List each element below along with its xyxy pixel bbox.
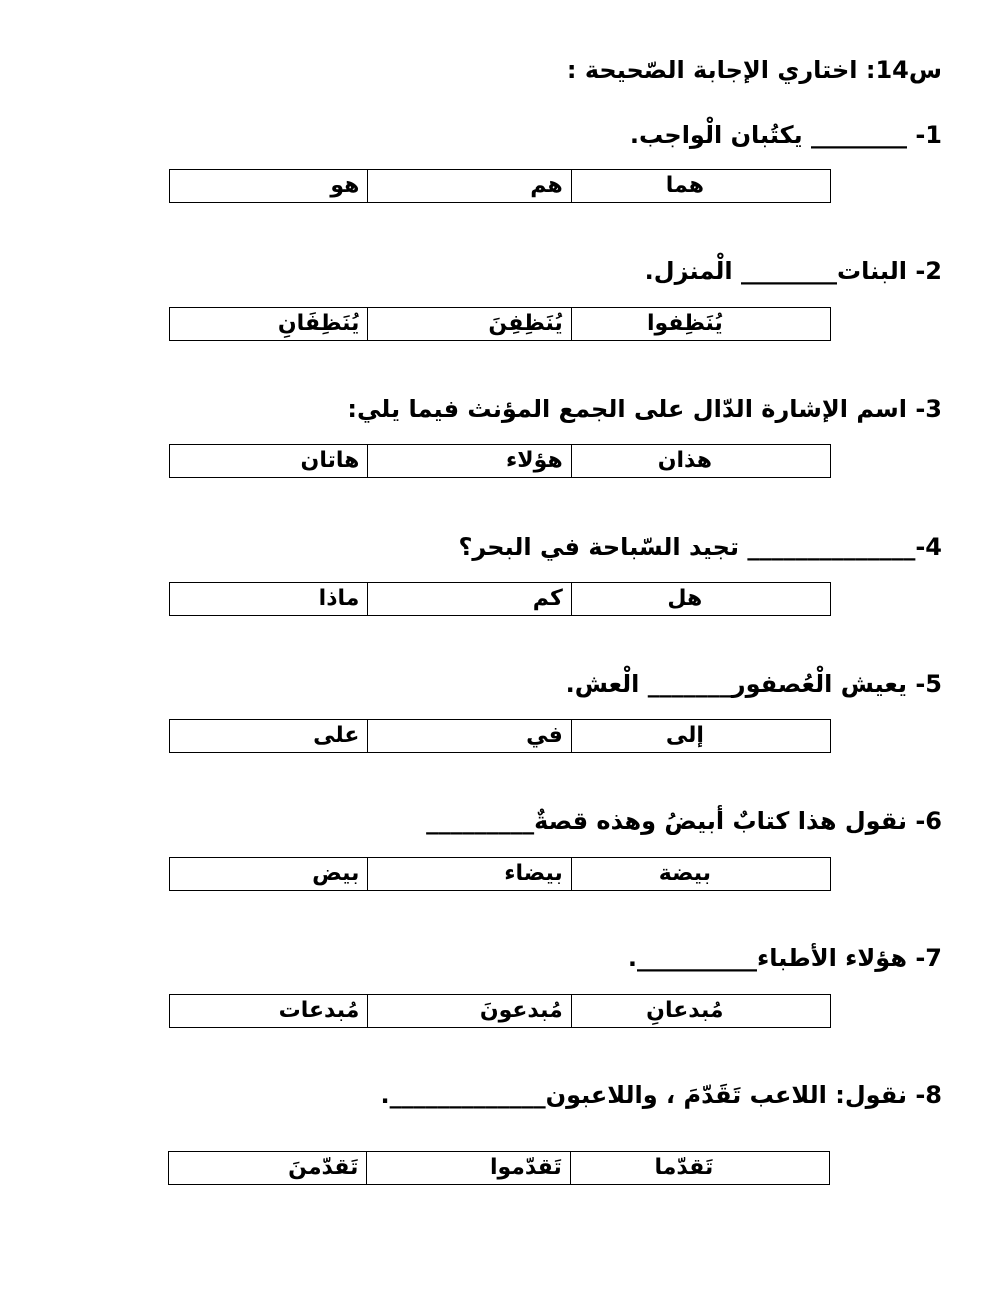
question-5: 5- يعيش الْعُصفور_______ الْعش. (565, 670, 942, 698)
options-row-5 (169, 719, 831, 753)
question-6: 6- نقول هذا كتابٌ أبيضُ وهذه قصةٌ_________ (426, 807, 942, 835)
question-4: 4-______________ تجيد السّباحة في البحر؟ (458, 533, 942, 561)
options-row-4 (169, 582, 831, 616)
option-5-c[interactable]: على (313, 723, 360, 748)
option-5-b[interactable]: في (367, 720, 570, 752)
options-row-2 (169, 307, 831, 341)
option-7-b[interactable]: مُبدعونَ (367, 995, 570, 1027)
option-3-c[interactable]: هاتان (300, 448, 360, 473)
option-8-a[interactable]: تَقدّما (570, 1152, 829, 1184)
option-6-b[interactable]: بيضاء (367, 858, 570, 890)
option-1-b[interactable]: هم (367, 170, 570, 202)
question-7: 7- هؤلاء الأطباء__________. (627, 944, 942, 972)
option-4-a[interactable]: هل (571, 583, 830, 615)
option-7-c[interactable]: مُبدعات (278, 998, 360, 1023)
option-4-c[interactable]: ماذا (318, 586, 360, 611)
option-6-a[interactable]: بيضة (571, 858, 830, 890)
question-8: 8- نقول: اللاعب تَقَدّمَ ، واللاعبون_____________. (380, 1081, 942, 1109)
option-6-c[interactable]: بيض (312, 861, 360, 886)
options-row-1 (169, 169, 831, 203)
option-1-a[interactable]: هما (571, 170, 830, 202)
question-3: 3- اسم الإشارة الدّال على الجمع المؤنث فيما يلي: (347, 395, 942, 423)
question-2: 2- البنات________ الْمنزل. (644, 257, 942, 285)
options-row-7 (169, 994, 831, 1028)
option-7-a[interactable]: مُبدعانِ (571, 995, 830, 1027)
option-3-a[interactable]: هذان (571, 445, 830, 477)
option-4-b[interactable]: كم (367, 583, 570, 615)
option-1-c[interactable]: هو (330, 173, 360, 198)
option-2-c[interactable]: يُنَظِفَانِ (277, 311, 360, 336)
option-8-b[interactable]: تَقدّموا (366, 1152, 569, 1184)
option-8-c[interactable]: تَقدّمنَ (288, 1155, 359, 1180)
option-5-a[interactable]: إلى (571, 720, 830, 752)
worksheet-title: س14: اختاري الإجابة الصّحيحة : (566, 56, 942, 84)
options-row-8 (168, 1151, 830, 1185)
options-row-6 (169, 857, 831, 891)
option-3-b[interactable]: هؤلاء (367, 445, 570, 477)
options-row-3 (169, 444, 831, 478)
option-2-a[interactable]: يُنَظِفوا (571, 308, 830, 340)
question-1: 1- ________ يكتُبان الْواجب. (629, 121, 942, 149)
option-2-b[interactable]: يُنَظِفِنَ (367, 308, 570, 340)
